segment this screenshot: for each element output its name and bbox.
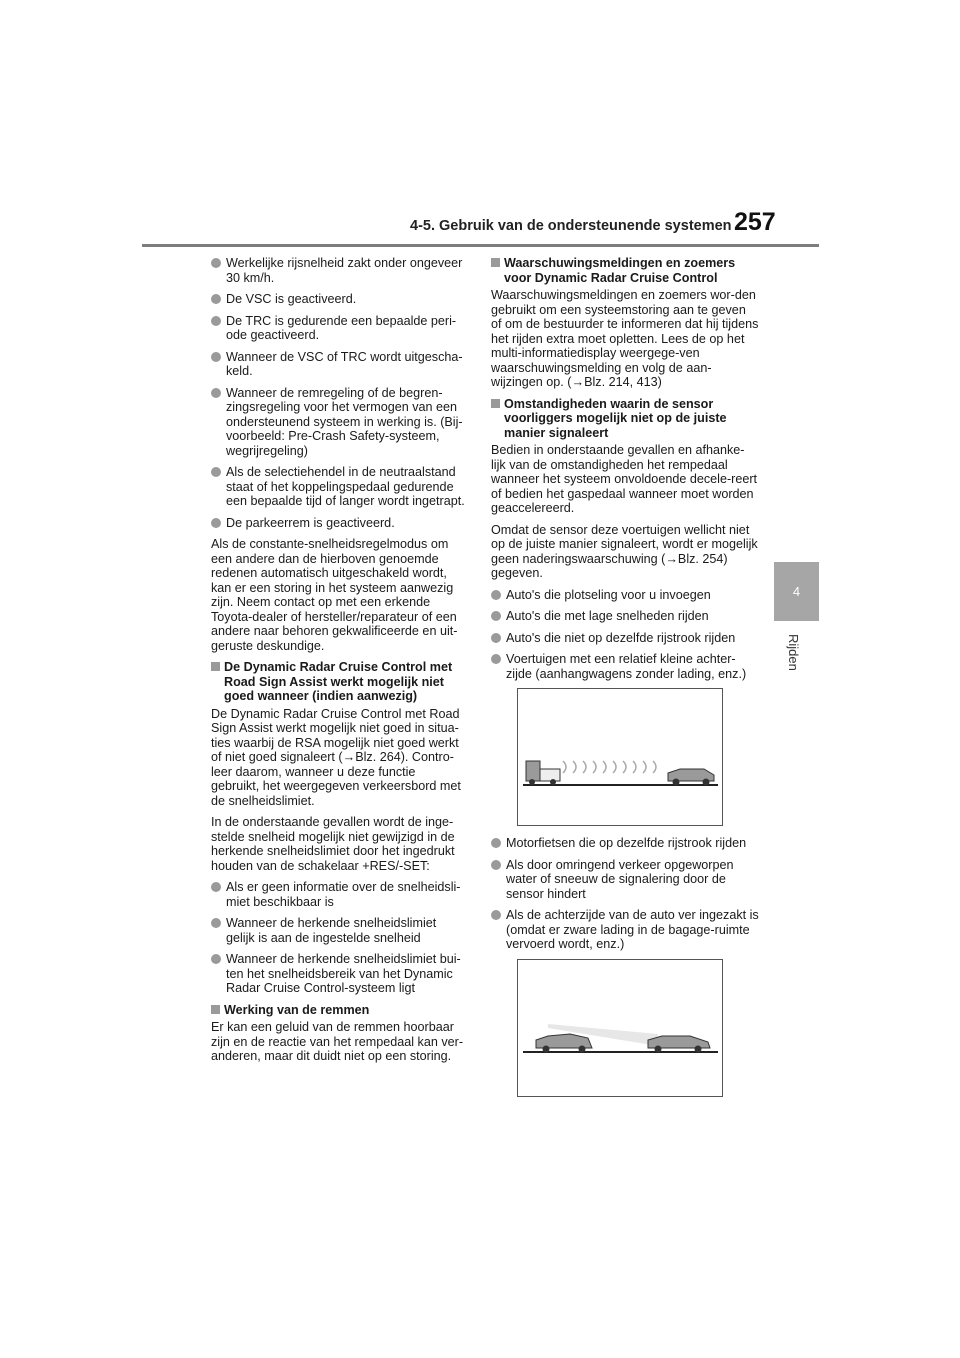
square-bullet-icon: [491, 258, 500, 267]
list-item: Auto's die niet op dezelfde rijstrook rijden: [491, 631, 759, 646]
bullet-icon: [211, 918, 221, 928]
bullet-icon: [211, 388, 221, 398]
list-item: Werkelijke rijsnelheid zakt onder ongeveer 30 km/h.: [211, 256, 467, 285]
list-item: Motorfietsen die op dezelfde rijstrook rijden: [491, 836, 759, 851]
section-title: 4-5. Gebruik van de ondersteunende systemen: [410, 218, 732, 234]
sagging-car-illustration: [517, 959, 723, 1097]
chapter-tab: 4: [774, 562, 819, 621]
truck-trailer-illustration: [517, 688, 723, 826]
list-item: Als er geen informatie over de snelheidsli-miet beschikbaar is: [211, 880, 467, 909]
list-item: De VSC is geactiveerd.: [211, 292, 467, 307]
bullet-icon: [211, 467, 221, 477]
list-item: Als de achterzijde van de auto ver ingezakt is (omdat er zware lading in de bagage-ruimte vervoerd wordt, enz.): [491, 908, 759, 952]
square-bullet-icon: [211, 662, 220, 671]
list-item: Voertuigen met een relatief kleine achter-zijde (aanhangwagens zonder lading, enz.): [491, 652, 759, 681]
square-bullet-icon: [211, 1005, 220, 1014]
bullet-icon: [211, 258, 221, 268]
paragraph: In de onderstaande gevallen wordt de inge-stelde snelheid mogelijk niet gewijzigd in de herkende snelheidslimiet door het ingedrukt houden van de schakelaar +RES/-SET:: [211, 815, 455, 873]
list-item: Wanneer de herkende snelheidslimiet bui-ten het snelheidsbereik van het Dynamic Radar Cruise Control-systeem ligt: [211, 952, 467, 996]
list-item: Wanneer de remregeling of de begren-zingsregeling voor het vermogen van een ondersteunend systeem in werking is. (Bij-voorbeeld: Pre-Crash Safety-systeem, wegrijregeling): [211, 386, 467, 459]
subheading: Omstandigheden waarin de sensor voorliggers mogelijk niet op de juiste manier signaleert: [491, 397, 759, 441]
list-item: Auto's die plotseling voor u invoegen: [491, 588, 759, 603]
list-item: Als de selectiehendel in de neutraalstand staat of het koppelingspedaal gedurende een bepaalde tijd of langer wordt ingetrapt.: [211, 465, 467, 509]
paragraph: Als de constante-snelheidsregelmodus om een andere dan de hierboven genoemde redenen automatisch uitgeschakeld wordt, kan er een storing in het systeem aanwezig zijn. Neem contact op met een erkende Toyota-dealer of hersteller/reparateur of een andere naar behoren gekwalificeerde en uit-geruste deskundige.: [211, 537, 458, 653]
list-item: Als door omringend verkeer opgeworpen water of sneeuw de signalering door de sensor hindert: [491, 858, 759, 902]
square-bullet-icon: [491, 399, 500, 408]
list-item: Wanneer de VSC of TRC wordt uitgescha-keld.: [211, 350, 467, 379]
bullet-icon: [491, 910, 501, 920]
paragraph: De Dynamic Radar Cruise Control met Road Sign Assist werkt mogelijk niet goed in situa-ties waarbij de RSA mogelijk niet goed werkt of niet goed signaleert (→Blz. 264). Contro-leer daarom, wanneer u deze functie gebruikt, het weergegeven verkeersbord met de snelheidslimiet.: [211, 706, 461, 808]
paragraph: Omdat de sensor deze voertuigen wellicht niet op de juiste manier signaleert, wordt er mogelijk geen naderingswaarschuwing (→Blz. 254) gegeven.: [491, 522, 758, 580]
paragraph: Bedien in onderstaande gevallen en afhanke-lijk van de omstandigheden het rempedaal wanneer het systeem onvoldoende decele-reert of bedien het gaspedaal wanneer moet worden geaccelereerd.: [491, 443, 758, 515]
bullet-icon: [491, 860, 501, 870]
paragraph: Waarschuwingsmeldingen en zoemers wor-den gebruikt om een systeemstoring aan te geven of om de bestuurder te informeren dat hij tijdens het rijden extra moet opletten. Lees de op het multi-informatiedisplay weergege-ven waarschuwingsmelding en volg de aan-wijzingen op. (→Blz. 214, 413): [491, 288, 759, 389]
paragraph: Er kan een geluid van de remmen hoorbaar zijn en de reactie van het rempedaal kan ver-anderen, maar dit duidt niet op een storing.: [211, 1020, 464, 1063]
bullet-icon: [491, 611, 501, 621]
subheading: Werking van de remmen: [211, 1003, 467, 1018]
bullet-icon: [211, 954, 221, 964]
header-divider: [142, 244, 819, 247]
sagging-car-drawing: [518, 960, 722, 1096]
list-item: Wanneer de herkende snelheidslimiet gelijk is aan de ingestelde snelheid: [211, 916, 467, 945]
left-column: [211, 256, 467, 1071]
list-item: De parkeerrem is geactiveerd.: [211, 516, 467, 531]
bullet-icon: [211, 882, 221, 892]
list-item: Auto's die met lage snelheden rijden: [491, 609, 759, 624]
bullet-icon: [211, 294, 221, 304]
subheading: Waarschuwingsmeldingen en zoemers voor Dynamic Radar Cruise Control: [491, 256, 759, 285]
page-number: 257: [734, 208, 776, 236]
bullet-icon: [491, 654, 501, 664]
bullet-icon: [211, 352, 221, 362]
truck-trailer-drawing: [518, 689, 722, 825]
bullet-icon: [491, 838, 501, 848]
list-item: De TRC is gedurende een bepaalde peri-ode geactiveerd.: [211, 314, 467, 343]
chapter-label: Rijden: [786, 634, 801, 671]
bullet-icon: [491, 633, 501, 643]
bullet-icon: [491, 590, 501, 600]
bullet-icon: [211, 316, 221, 326]
subheading: De Dynamic Radar Cruise Control met Road Sign Assist werkt mogelijk niet goed wanneer (indien aanwezig): [211, 660, 467, 704]
right-column: [491, 256, 759, 1107]
bullet-icon: [211, 518, 221, 528]
